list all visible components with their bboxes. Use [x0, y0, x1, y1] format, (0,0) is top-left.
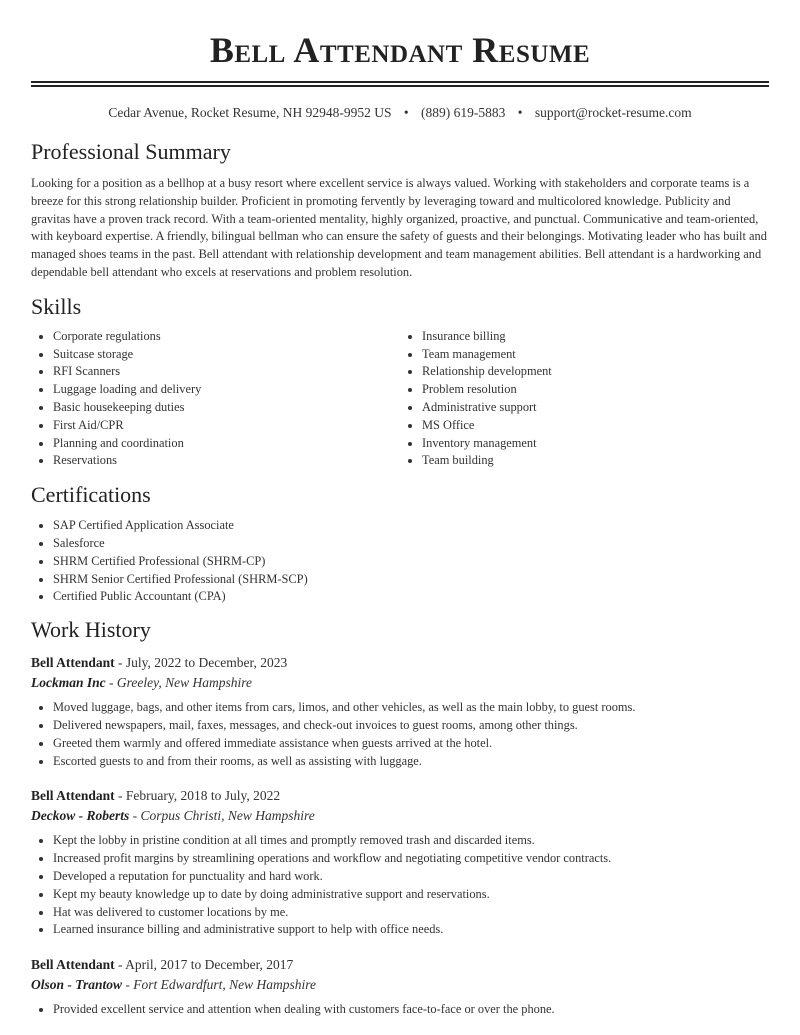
skill-item: • Administrative support [422, 399, 769, 417]
summary-text: Looking for a position as a bellhop at a busy resort where excellent service is always valued. Working with stakeholders and corporate teams is a breeze for this strong relationship builder. Proficient in promoting fervently by leveraging toward and multicolored knowledge. Publicity and gravitas have a proven track record. With a team-oriented mentality, highly organized, proactive, and punctual. Communicative and team-oriented, with keyboard expertise. A friendly, bilingual bellman who can ensure the safety of guests and their belongings. Motivating leader who has built and managed shoes teams in the past. Bell attendant with relationship development and team management abilities. Bell attendant is a hardworking and dependable bell attendant who excels at reservations and problem resolution. [31, 176, 767, 279]
job-entry [31, 955, 769, 1019]
summary-section [31, 139, 769, 282]
skill-item: • Team building [422, 452, 769, 470]
header-divider [31, 81, 769, 87]
skill-item: • RFI Scanners [53, 363, 400, 381]
contact-separator: • [403, 105, 409, 120]
skill-item: • MS Office [422, 417, 769, 435]
skill-item: • Basic housekeeping duties [53, 399, 400, 417]
contact-address: Cedar Avenue, Rocket Resume, NH 92948-9952 US [108, 105, 392, 120]
job-title-line [31, 786, 769, 806]
job-company-line [31, 806, 769, 826]
contact-line [31, 104, 769, 122]
job-company: Olson - Trantow [31, 977, 123, 993]
job-dates: - April, 2017 to December, 2017 [114, 957, 294, 973]
certifications-heading: Certifications [31, 482, 151, 508]
skills-section [31, 294, 769, 470]
resume-title: Bell Attendant Resume [209, 30, 591, 70]
certifications-list [31, 517, 769, 606]
contact-email[interactable]: support@rocket-resume.com [534, 105, 692, 120]
skill-item: • Inventory management [422, 435, 769, 453]
job-duty-item: • Hat was delivered to customer locations by me. [53, 904, 769, 922]
certification-item: • Certified Public Accountant (CPA) [53, 588, 769, 606]
job-title: Bell Attendant [31, 655, 115, 671]
skill-item: • First Aid/CPR [53, 417, 400, 435]
job-duty-item: • Learned insurance billing and administrative support to help with office needs. [53, 921, 769, 939]
certification-item: • SAP Certified Application Associate [53, 517, 769, 535]
work-history-heading: Work History [31, 617, 151, 643]
job-dates: - February, 2018 to July, 2022 [114, 788, 281, 804]
work-history-section [31, 617, 769, 1019]
job-duty-item: • Kept my beauty knowledge up to date by doing administrative support and reservations. [53, 886, 769, 904]
skill-item: • Insurance billing [422, 328, 769, 346]
job-dates: - July, 2022 to December, 2023 [114, 655, 288, 671]
job-title: Bell Attendant [31, 957, 115, 973]
job-company-line [31, 975, 769, 995]
skill-item: • Problem resolution [422, 381, 769, 399]
skills-right-list [400, 328, 769, 470]
certification-item: • SHRM Certified Professional (SHRM-CP) [53, 553, 769, 571]
certifications-section [31, 482, 769, 606]
job-duty-item: • Provided excellent service and attention when dealing with customers face-to-face or over the phone. [53, 1001, 769, 1019]
job-duty-item: • Delivered newspapers, mail, faxes, messages, and check-out invoices to guest rooms, among other things. [53, 717, 769, 735]
skill-item: • Planning and coordination [53, 435, 400, 453]
job-title-line [31, 653, 769, 673]
contact-phone: (889) 619-5883 [421, 105, 506, 120]
skill-item: • Team management [422, 346, 769, 364]
skill-item: • Relationship development [422, 363, 769, 381]
job-duties-list [31, 699, 769, 770]
resume-page [31, 0, 769, 1019]
job-duty-item: • Kept the lobby in pristine condition at all times and promptly removed trash and discarded items. [53, 832, 769, 850]
skill-item: • Luggage loading and delivery [53, 381, 400, 399]
contact-separator: • [517, 105, 523, 120]
skill-item: • Corporate regulations [53, 328, 400, 346]
job-company: Lockman Inc [31, 675, 106, 691]
job-company-line [31, 673, 769, 693]
job-duty-item: • Moved luggage, bags, and other items from cars, limos, and other vehicles, as well as the main lobby, to guest rooms. [53, 699, 769, 717]
job-list [31, 653, 769, 1019]
skill-item: • Reservations [53, 452, 400, 470]
job-duty-item: • Escorted guests to and from their rooms, as well as assisting with luggage. [53, 753, 769, 771]
summary-heading: Professional Summary [31, 139, 231, 164]
job-location: - Fort Edwardfurt, New Hampshire [122, 977, 317, 993]
skills-left-list [31, 328, 400, 470]
job-duty-item: • Developed a reputation for punctuality and hard work. [53, 868, 769, 886]
job-title-line [31, 955, 769, 975]
job-duties-list [31, 832, 769, 939]
certification-item: • SHRM Senior Certified Professional (SHRM-SCP) [53, 571, 769, 589]
skills-columns [31, 328, 769, 470]
job-entry [31, 653, 769, 770]
job-entry [31, 786, 769, 939]
job-title: Bell Attendant [31, 788, 115, 804]
job-duty-item: • Increased profit margins by streamlining operations and workflow and negotiating competitive vendor contracts. [53, 850, 769, 868]
job-duties-list [31, 1001, 769, 1019]
job-location: - Corpus Christi, New Hampshire [129, 808, 315, 824]
job-location: - Greeley, New Hampshire [105, 675, 252, 691]
skills-heading: Skills [31, 293, 82, 319]
job-duty-item: • Greeted them warmly and offered immediate assistance when guests arrived at the hotel. [53, 735, 769, 753]
certification-item: • Salesforce [53, 535, 769, 553]
skill-item: • Suitcase storage [53, 346, 400, 364]
job-company: Deckow - Roberts [31, 808, 130, 824]
